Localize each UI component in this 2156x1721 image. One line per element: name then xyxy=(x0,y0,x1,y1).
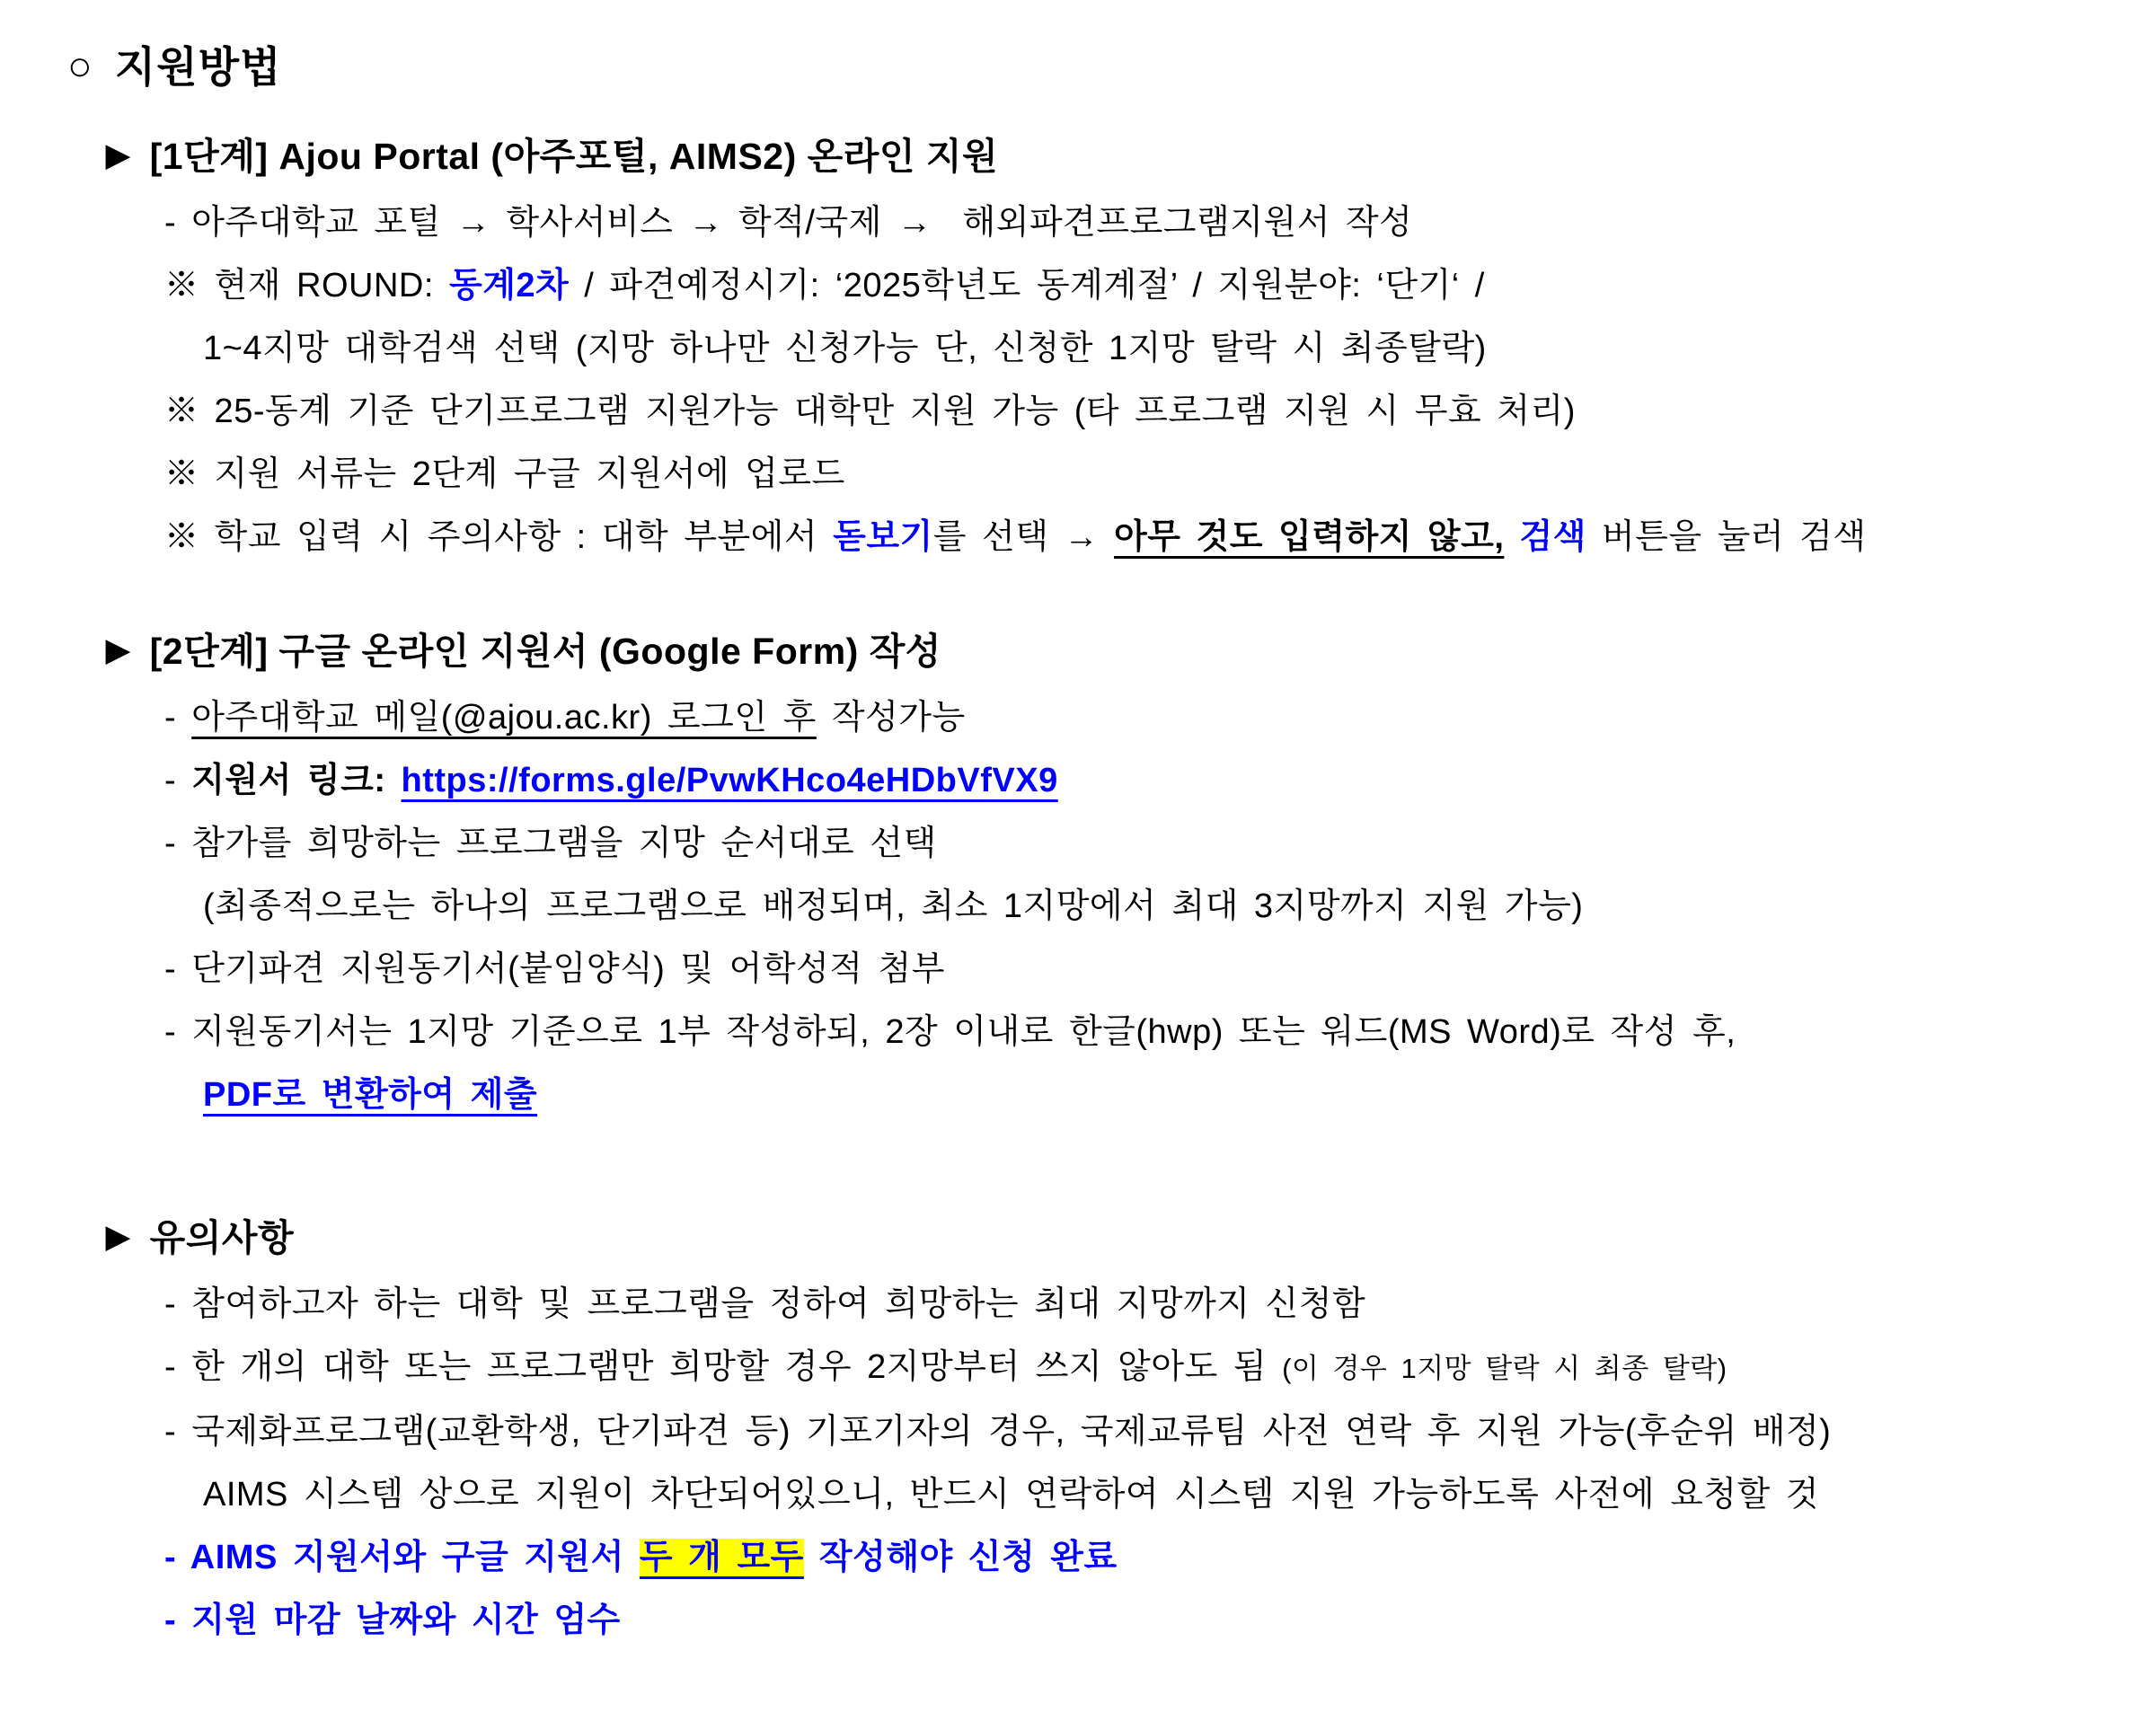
document-line xyxy=(164,812,2156,875)
text-segment: ※ 지원 서류는 2단계 구글 지원서에 업로드 xyxy=(164,455,845,493)
text-segment xyxy=(1504,518,1519,556)
text-segment: AIMS 시스템 상으로 지원이 차단되어있으니, 반드시 연락하여 시스템 지원 가능하도록 사전에 요청할 것 xyxy=(203,1476,1819,1514)
page-title xyxy=(67,34,2156,101)
text-segment: / 파견예정시기: ‘2025학년도 동계계절’ / 지원분야: ‘단기‘ / xyxy=(569,267,1485,304)
google-form-link[interactable]: https://forms.gle/PvwKHco4eHDbVfVX9 xyxy=(401,762,1058,799)
text-segment: (이 경우 1지망 탈락 시 최종 탈락) xyxy=(1282,1353,1727,1384)
section-2 xyxy=(0,619,2156,1126)
text-segment: (최종적으로는 하나의 프로그램으로 배정되며, 최소 1지망에서 최대 3지망까지 지원 가능) xyxy=(203,887,1584,925)
document-line xyxy=(164,191,2156,254)
text-segment: 1~4지망 대학검색 선택 (지망 하나만 신청가능 단, 신청한 1지망 탈락 시 최종탈락) xyxy=(203,330,1487,367)
text-segment: ※ 학교 입력 시 주의사항 : 대학 부분에서 xyxy=(164,518,834,556)
section-heading-text: [1단계] Ajou Portal (아주포털, AIMS2) 온라인 지원 xyxy=(149,136,999,177)
document-line xyxy=(164,686,2156,749)
text-segment: 아무 것도 입력하지 않고, xyxy=(1114,518,1505,556)
text-segment: - xyxy=(164,762,192,799)
text-segment: - AIMS 지원서와 구글 지원서 xyxy=(164,1539,640,1576)
section-heading xyxy=(106,619,2156,686)
arrow-right-icon: ▶ xyxy=(106,633,130,667)
document-line xyxy=(164,938,2156,1001)
document-line xyxy=(164,749,2156,812)
section-3 xyxy=(0,1205,2156,1652)
text-segment: - xyxy=(164,699,192,737)
circle-bullet-icon: ○ xyxy=(67,42,93,89)
document-line xyxy=(164,1001,2156,1063)
arrow-right-icon: ▶ xyxy=(106,138,130,172)
document-line xyxy=(203,875,2156,938)
text-segment: - 아주대학교 포털 → 학사서비스 → 학적/국제 → 해외파견프로그램지원서 작성 xyxy=(164,204,1413,242)
text-segment: ※ 현재 ROUND: xyxy=(164,267,449,304)
section-1 xyxy=(0,124,2156,569)
document-line xyxy=(203,317,2156,380)
text-segment: 동계2차 xyxy=(448,267,570,304)
document-line xyxy=(164,506,2156,569)
document-line xyxy=(164,1526,2156,1589)
text-segment: PDF로 변환하여 제출 xyxy=(203,1076,538,1114)
text-segment: 검색 xyxy=(1519,518,1586,556)
text-segment: ※ 25-동계 기준 단기프로그램 지원가능 대학만 지원 가능 (타 프로그램 지원 시 무효 처리) xyxy=(164,393,1576,430)
section-heading-text: [2단계] 구글 온라인 지원서 (Google Form) 작성 xyxy=(149,631,941,672)
document-body xyxy=(0,124,2156,1652)
text-segment: 버튼을 눌러 검색 xyxy=(1586,518,1867,556)
section-heading-text: 유의사항 xyxy=(149,1217,295,1258)
text-segment: 두 개 모두 xyxy=(639,1539,804,1576)
document-line xyxy=(203,1463,2156,1526)
text-segment: - 지원 마감 날짜와 시간 엄수 xyxy=(164,1602,621,1639)
text-segment: - 참가를 희망하는 프로그램을 지망 순서대로 선택 xyxy=(164,825,937,862)
text-segment: - 단기파견 지원동기서(붙임양식) 및 어학성적 첨부 xyxy=(164,950,945,988)
text-segment: - 참여하고자 하는 대학 및 프로그램을 정하여 희망하는 최대 지망까지 신청함 xyxy=(164,1285,1366,1323)
text-segment: 지원서 링크: xyxy=(191,762,402,799)
document-line xyxy=(164,380,2156,443)
text-segment: 돋보기 xyxy=(833,518,933,556)
text-segment: 아주대학교 메일(@ajou.ac.kr) 로그인 후 xyxy=(191,699,817,737)
section-heading xyxy=(106,1205,2156,1273)
document-line xyxy=(164,443,2156,506)
text-segment: 를 선택 → xyxy=(932,518,1115,556)
text-segment: 작성가능 xyxy=(816,699,966,737)
document-line xyxy=(164,1273,2156,1336)
document-line xyxy=(164,1336,2156,1400)
document-line xyxy=(164,1589,2156,1652)
page-title-text: 지원방법 xyxy=(114,43,282,91)
text-segment: - 국제화프로그램(교환학생, 단기파견 등) 기포기자의 경우, 국제교류팀 사전 연락 후 지원 가능(후순위 배정) xyxy=(164,1413,1832,1451)
text-segment: - 한 개의 대학 또는 프로그램만 희망할 경우 2지망부터 쓰지 않아도 됨 xyxy=(164,1348,1283,1386)
document-line xyxy=(203,1063,2156,1126)
document-line xyxy=(164,254,2156,317)
section-heading xyxy=(106,124,2156,191)
arrow-right-icon: ▶ xyxy=(106,1220,130,1254)
document-line xyxy=(164,1400,2156,1463)
text-segment: - 지원동기서는 1지망 기준으로 1부 작성하되, 2장 이내로 한글(hwp) 또는 워드(MS Word)로 작성 후, xyxy=(164,1013,1736,1051)
text-segment: 작성해야 신청 완료 xyxy=(803,1539,1118,1576)
